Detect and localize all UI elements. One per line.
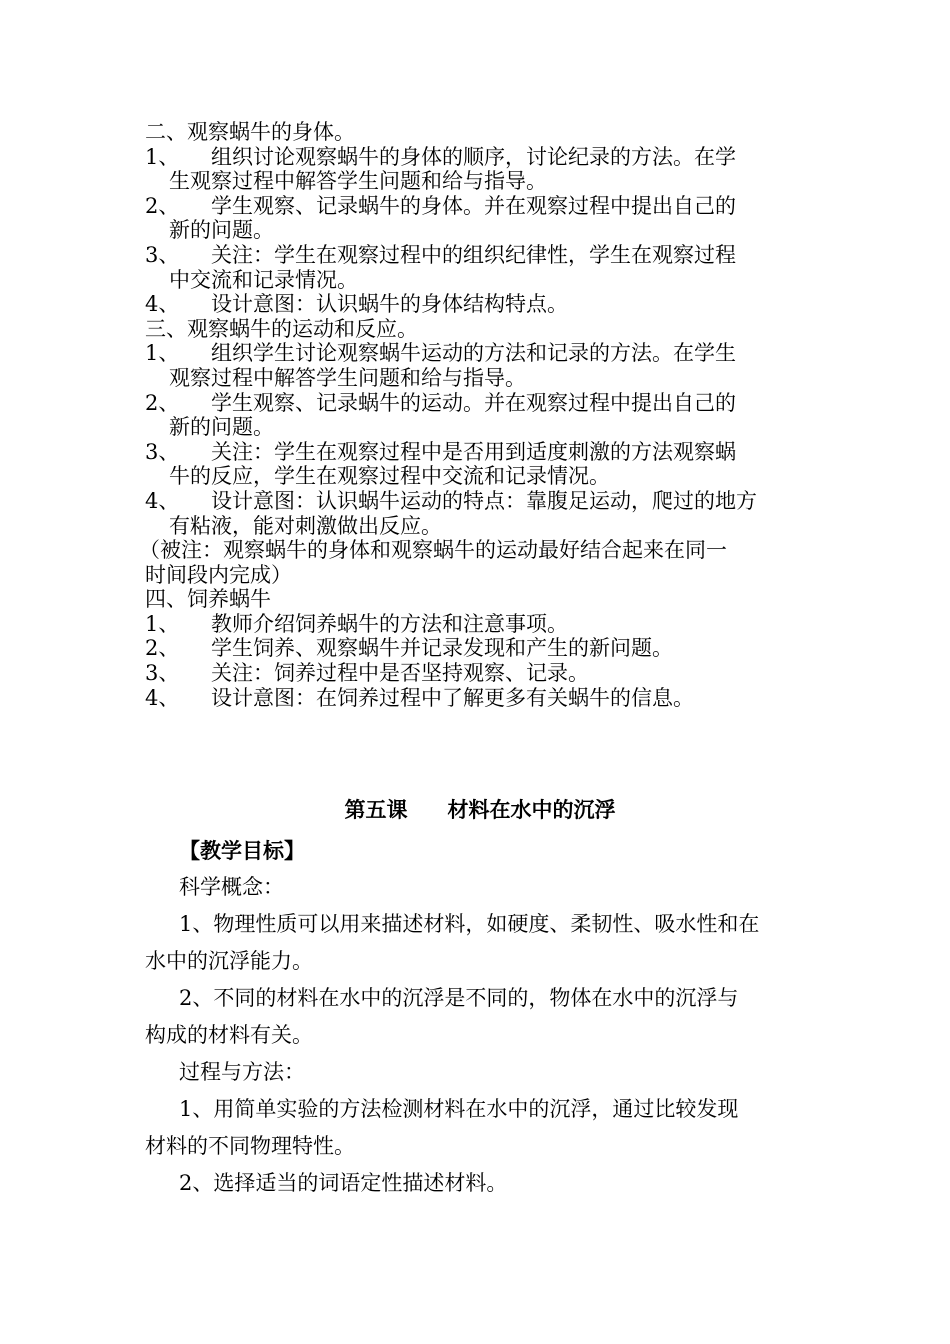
item-continuation: 新的问题。 [169,218,274,243]
item-number: 2、 [145,636,180,661]
process-paragraph: 2、选择适当的词语定性描述材料。 [179,1171,508,1195]
list-item [145,341,815,366]
lesson-five-block [145,790,815,1202]
item-text: 教师介绍饲养蜗牛的方法和注意事项。 [211,611,568,636]
list-item [145,292,815,317]
concept-paragraph: 1、物理性质可以用来描述材料，如硬度、柔韧性、吸水性和在 水中的沉浮能力。 [145,912,760,973]
list-item [145,194,815,219]
list-item [145,636,815,661]
list-item [145,243,815,268]
list-item [145,391,815,416]
item-number: 4、 [145,292,180,317]
item-text: 组织讨论观察蜗牛的身体的顺序，讨论纪录的方法。在学 [211,144,736,169]
item-text: 关注：学生在观察过程中的组织纪律性，学生在观察过程 [211,242,736,267]
list-item [145,612,815,637]
item-continuation: 生观察过程中解答学生问题和给与指导。 [169,169,547,194]
process-heading: 过程与方法： [179,1060,305,1084]
list-item [145,686,815,711]
note-line: （被注：观察蜗牛的身体和观察蜗牛的运动最好结合起来在同一 [139,538,727,563]
lesson-title [145,790,815,830]
lesson-number: 第五课 [344,797,408,822]
item-continuation: 牛的反应，学生在观察过程中交流和记录情况。 [169,464,610,489]
list-item [145,440,815,465]
section-heading-observe-movement: 三、观察蜗牛的运动和反应。 [145,316,418,341]
section-heading-observe-body: 二、观察蜗牛的身体。 [145,120,355,144]
item-continuation: 中交流和记录情况。 [169,267,358,292]
item-continuation: 新的问题。 [169,415,274,440]
item-number: 3、 [145,661,180,686]
item-number: 3、 [145,439,180,464]
item-text: 关注：学生在观察过程中是否用到适度刺激的方法观察蜗 [211,439,736,464]
item-number: 1、 [145,144,180,169]
concept-paragraph: 2、不同的材料在水中的沉浮是不同的，物体在水中的沉浮与 构成的材料有关。 [145,986,739,1047]
lesson-name: 材料在水中的沉浮 [447,797,616,822]
item-text: 设计意图：在饲养过程中了解更多有关蜗牛的信息。 [211,685,694,710]
list-item [145,661,815,686]
lesson-steps-block [139,120,815,710]
item-continuation: 观察过程中解答学生问题和给与指导。 [169,365,526,390]
item-text: 组织学生讨论观察蜗牛运动的方法和记录的方法。在学生 [211,341,736,366]
item-text: 学生饲养、观察蜗牛并记录发现和产生的新问题。 [211,636,673,661]
list-item [145,145,815,170]
note-line: 时间段内完成） [145,562,292,587]
item-text: 学生观察、记录蜗牛的身体。并在观察过程中提出自己的 [211,193,736,218]
concept-heading: 科学概念： [179,875,284,899]
item-number: 2、 [145,390,180,415]
item-text: 学生观察、记录蜗牛的运动。并在观察过程中提出自己的 [211,390,736,415]
goals-heading: 【教学目标】 [179,838,305,863]
item-number: 1、 [145,341,180,366]
item-number: 2、 [145,193,180,218]
list-item [145,489,815,514]
item-number: 3、 [145,242,180,267]
section-heading-raise-snails: 四、饲养蜗牛 [145,587,271,612]
item-text: 设计意图：认识蜗牛运动的特点：靠腹足运动，爬过的地方 [211,488,757,513]
item-text: 设计意图：认识蜗牛的身体结构特点。 [211,292,568,317]
item-number: 1、 [145,611,180,636]
process-paragraph: 1、用简单实验的方法检测材料在水中的沉浮，通过比较发现 材料的不同物理特性。 [145,1097,739,1158]
item-text: 关注：饲养过程中是否坚持观察、记录。 [211,661,589,686]
item-continuation: 有粘液，能对刺激做出反应。 [169,513,442,538]
item-number: 4、 [145,488,180,513]
item-number: 4、 [145,685,180,710]
